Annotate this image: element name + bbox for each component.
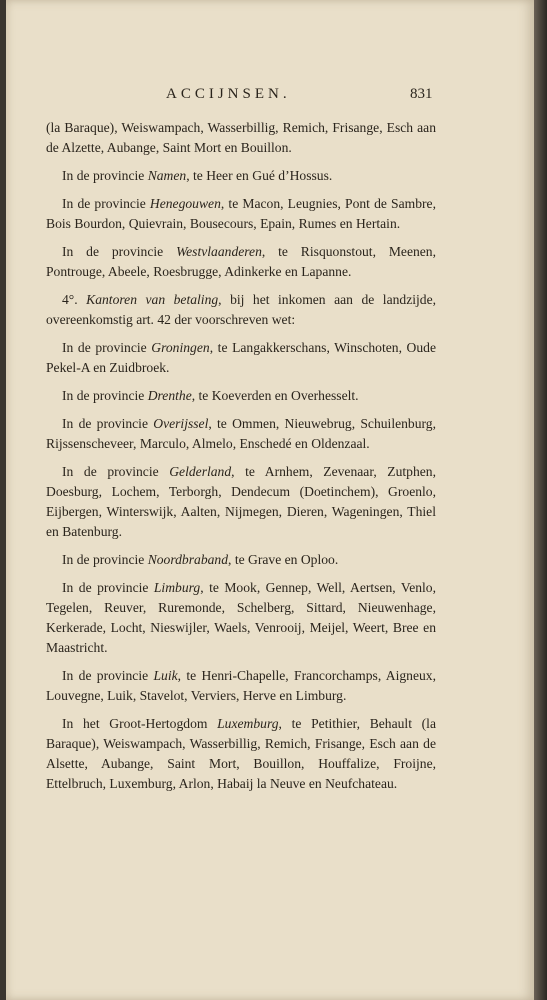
italic-term: Henegouwen [149,196,221,211]
page-number: 831 [410,86,433,102]
paragraph [46,714,436,794]
text-segment: , te Heer en Gué d’Hossus. [186,168,333,183]
italic-term: Overijssel [153,416,209,431]
text-segment: In de provincie [62,668,154,683]
text-segment: In de provincie [62,244,177,259]
text-segment: , te Ommen, Nieuwebrug, Schuilenburg, Rijssenscheveer, Marculo, Almelo, Enschedé en Oldenzaal. [46,416,437,451]
text-segment: 4°. [62,292,87,307]
italic-term: Luxemburg [217,716,279,731]
text-segment: , te Henri-Chapelle, Francorchamps, Aigneux, Louvegne, Luik, Stavelot, Verviers, Herve en Limburg. [46,668,437,703]
paragraph [46,462,436,542]
italic-term: Drenthe [147,388,192,403]
text-segment: , te Risquonstout, Meenen, Pontrouge, Abeele, Roesbrugge, Adinkerke en Lapanne. [46,244,436,279]
text-segment: , te Petithier, Behault (la Baraque), Weiswampach, Wasserbillig, Remich, Frisange, Esch aan de Alsette, Aubange, Saint Mort, Bouillon, Houffalize, Froijne, Ettelbruch, Luxemburg, Arlon, Habaij la Neuve en Neufchateau. [46,716,436,791]
italic-term: Kantoren van betaling [86,292,219,307]
text-segment: (la Baraque), Weiswampach, Wasserbillig, Remich, Frisange, Esch aan de Alzette, Aubange, Saint Mort en Bouillon. [46,120,436,155]
text-segment: , te Mook, Gennep, Well, Aertsen, Venlo, Tegelen, Reuver, Ruremonde, Schelberg, Sittard, Nieuwenhage, Kerkerade, Locht, Nieswijler, Waels, Venrooij, Meijel, Weert, Bree en Maastricht. [46,580,437,655]
paragraph [46,166,436,186]
running-title: ACCIJNSEN. [166,86,291,102]
italic-term: Noordbraband [147,552,229,567]
text-segment: In de provincie [62,552,148,567]
text-segment: , te Grave en Oploo. [228,552,339,567]
book-page [6,0,534,1000]
paragraph [46,666,436,706]
text-segment: In de provincie [62,464,170,479]
italic-term: Groningen [151,340,210,355]
body-text [46,118,436,802]
text-segment: In de provincie [62,340,152,355]
text-segment: , te Langakkerschans, Winschoten, Oude Pekel-A en Zuidbroek. [46,340,437,375]
paragraph [46,578,436,658]
paragraph [46,194,436,234]
text-segment: , bij het inkomen aan de landzijde, overeenkomstig art. 42 der voorschreven wet: [46,292,437,327]
italic-term: Namen [147,168,187,183]
italic-term: Westvlaanderen [176,244,262,259]
paragraph [46,386,436,406]
italic-term: Limburg [153,580,201,595]
text-segment: In de provincie [62,580,154,595]
text-segment: , te Arnhem, Zevenaar, Zutphen, Doesburg, Lochem, Terborgh, Dendecum (Doetinchem), Groenlo, Eijbergen, Winterswijk, Aalten, Nijmegen, Dieren, Wageningen, Thiel en Batenburg. [46,464,436,539]
text-segment: , te Macon, Leugnies, Pont de Sambre, Bois Bourdon, Quievrain, Bousecours, Epain, Rumes en Hertain. [46,196,436,231]
text-segment: In het Groot-Hertogdom [62,716,218,731]
paragraph [46,290,436,330]
page-edge [534,0,547,1000]
text-segment: , te Koeverden en Overhesselt. [191,388,359,403]
paragraph [46,242,436,282]
text-segment: In de provincie [62,168,148,183]
paragraph [46,338,436,378]
running-header [6,86,534,108]
text-segment: In de provincie [62,388,148,403]
text-segment: In de provincie [62,196,150,211]
paragraph [46,414,436,454]
text-segment: In de provincie [62,416,154,431]
italic-term: Gelderland [169,464,232,479]
paragraph [46,550,436,570]
paragraph [46,118,436,158]
italic-term: Luik [153,668,178,683]
